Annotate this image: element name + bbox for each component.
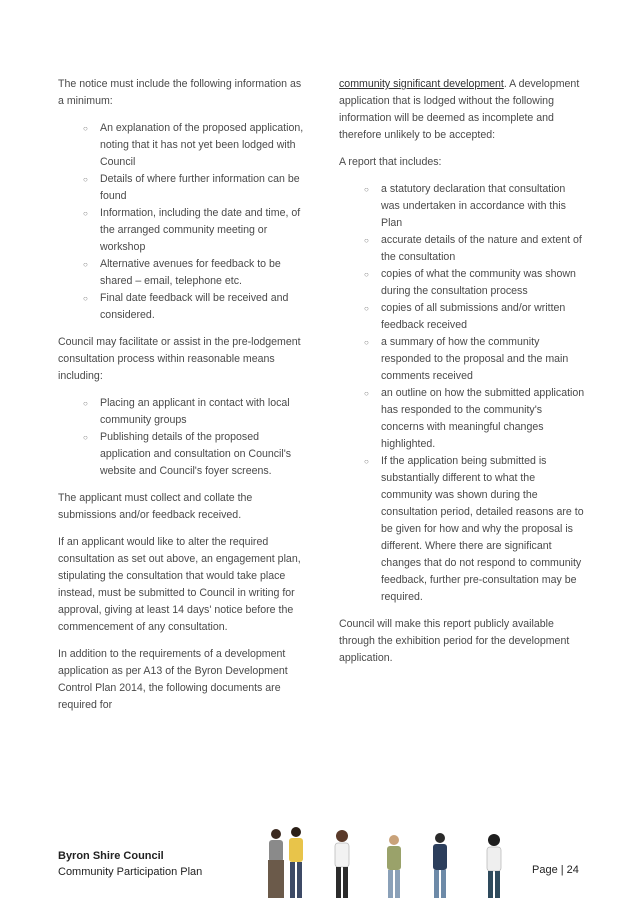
bullet-icon: ○ — [364, 236, 369, 245]
council-assist-intro: Council may facilitate or assist in the pre-lodgement consultation process within reasonable means including: — [58, 336, 301, 382]
report-contents-list — [339, 181, 587, 606]
publish-report-paragraph: Council will make this report publicly available through the exhibition period for the development application. — [339, 618, 570, 664]
list-item: ○ An explanation of the proposed application, noting that it has not yet been lodged with Council — [83, 122, 304, 168]
bullet-icon: ○ — [83, 294, 88, 303]
list-item: ○ an outline on how the submitted application has responded to the community's concerns with meaningful changes highlighted. — [364, 387, 585, 450]
list-item: ○ Details of where further information can be found — [83, 173, 300, 202]
report-intro: A report that includes: — [339, 156, 442, 168]
community-significant-development-link[interactable]: community significant development — [339, 78, 504, 90]
page-number: Page | 24 — [532, 864, 579, 876]
bullet-icon: ○ — [364, 338, 369, 347]
list-item: ○ If the application being submitted is substantially different to what the community was shown during the consultation period, detailed reasons are to be given for how and why the proposal is different. Where there are significant changes that do not respond to community feedback, further pre-consultation may be required. — [364, 455, 584, 603]
bullet-icon: ○ — [83, 175, 88, 184]
bullet-icon: ○ — [364, 185, 369, 194]
bullet-icon: ○ — [364, 270, 369, 279]
csd-paragraph: community significant development. A development application that is lodged without the following information will be deemed as incomplete and therefore unlikely to be accepted: — [339, 78, 580, 141]
notice-intro: The notice must include the following information as a minimum: — [58, 78, 302, 107]
list-item: ○ Final date feedback will be received and considered. — [83, 292, 289, 321]
alter-consultation-paragraph: If an applicant would like to alter the required consultation as set out above, an engagement plan, stipulating the consultation that would take place instead, must be submitted to Council in writing for approval, giving at least 14 days' notice before the commencement of any consultation. — [58, 536, 301, 633]
list-item: ○ accurate details of the nature and extent of the consultation — [364, 234, 582, 263]
bullet-icon: ○ — [364, 389, 369, 398]
notice-requirements-list — [58, 120, 306, 324]
bullet-icon: ○ — [83, 260, 88, 269]
bullet-icon: ○ — [83, 433, 88, 442]
list-item: ○ a statutory declaration that consultation was undertaken in accordance with this Plan — [364, 183, 566, 229]
organisation-name: Byron Shire Council — [58, 850, 164, 862]
list-item: ○ Publishing details of the proposed application and consultation on Council's website and Council's foyer screens. — [83, 431, 292, 477]
person-figure-2 — [289, 827, 303, 898]
person-figure-3 — [335, 830, 349, 898]
bullet-icon: ○ — [83, 209, 88, 218]
document-title: Community Participation Plan — [58, 866, 203, 878]
person-figure-5 — [433, 833, 447, 898]
person-figure-6 — [487, 834, 501, 898]
footer-title-block — [58, 848, 202, 880]
person-figure-1 — [268, 829, 284, 898]
bullet-icon: ○ — [83, 124, 88, 133]
bullet-icon: ○ — [364, 304, 369, 313]
list-item: ○ copies of all submissions and/or written feedback received — [364, 302, 566, 331]
left-column — [58, 76, 306, 724]
requirements-paragraph: In addition to the requirements of a development application as per A13 of the Byron Development Control Plan 2014, the following documents are required for — [58, 648, 288, 711]
list-item: ○ Alternative avenues for feedback to be shared – email, telephone etc. — [83, 258, 281, 287]
list-item: ○ copies of what the community was shown during the consultation process — [364, 268, 576, 297]
council-assist-list — [58, 395, 306, 480]
people-illustration — [262, 822, 512, 900]
collect-paragraph: The applicant must collect and collate the submissions and/or feedback received. — [58, 492, 253, 521]
person-figure-4 — [387, 835, 401, 898]
list-item: ○ Placing an applicant in contact with local community groups — [83, 397, 290, 426]
list-item: ○ Information, including the date and time, of the arranged community meeting or workshop — [83, 207, 301, 253]
right-column — [339, 76, 587, 677]
bullet-icon: ○ — [364, 457, 369, 466]
list-item: ○ a summary of how the community responded to the proposal and the main comments received — [364, 336, 569, 382]
bullet-icon: ○ — [83, 399, 88, 408]
